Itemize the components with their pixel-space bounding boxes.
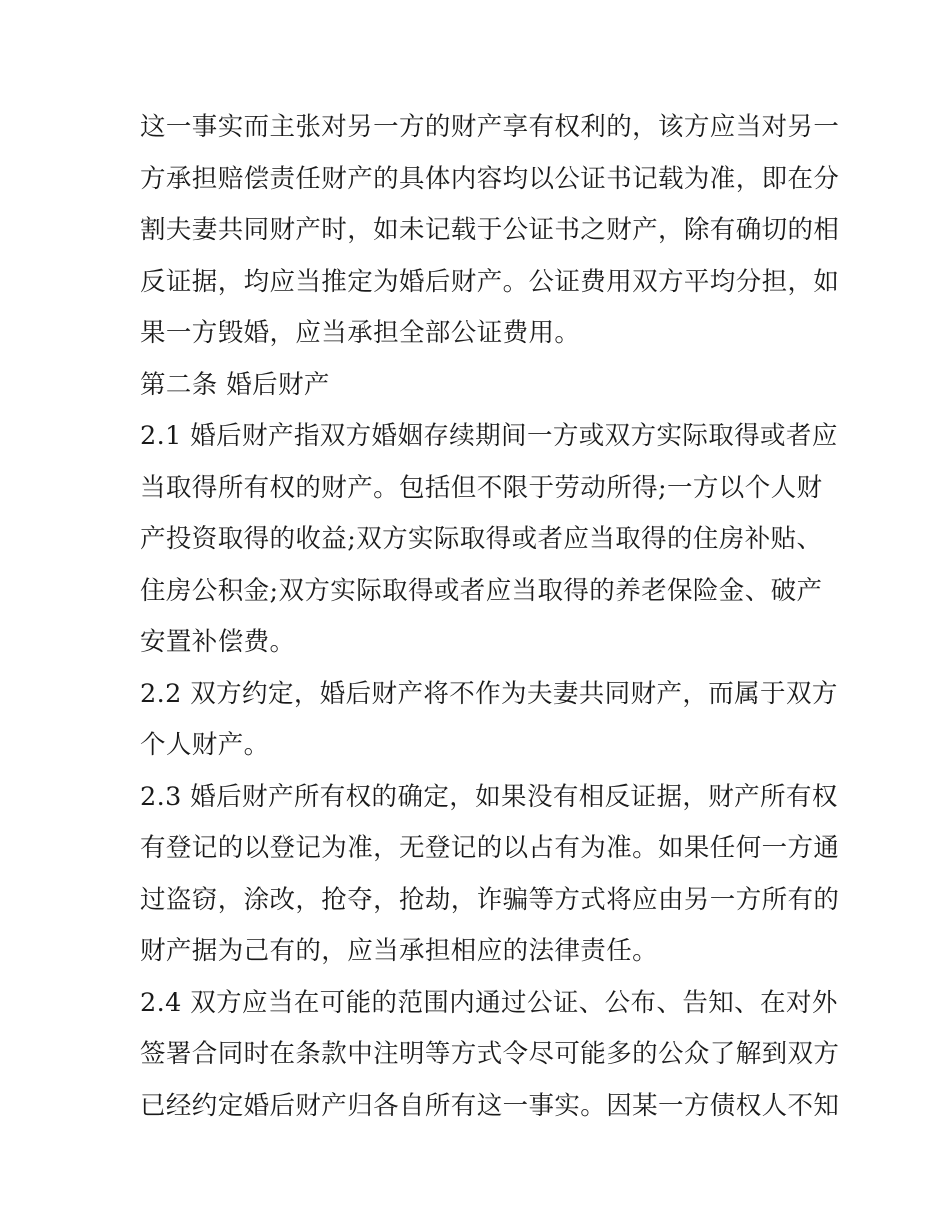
paragraph-line: 2.4 双方应当在可能的范围内通过公证、公布、告知、在对外 (140, 987, 838, 1018)
paragraph-line: 当取得所有权的财产。包括但不限于劳动所得;一方以个人财 (140, 472, 823, 503)
paragraph-line: 2.3 婚后财产所有权的确定，如果没有相反证据，财产所有权 (140, 781, 838, 812)
paragraph-line: 这一事实而主张对另一方的财产享有权利的，该方应当对另一 (140, 112, 840, 142)
paragraph-line: 过盗窃，涂改，抢夺，抢劫，诈骗等方式将应由另一方所有的 (140, 884, 840, 915)
paragraph-line: 签署合同时在条款中注明等方式令尽可能多的公众了解到双方 (140, 1039, 840, 1069)
paragraph-line: 方承担赔偿责任财产的具体内容均以公证书记载为准，即在分 (140, 163, 840, 194)
paragraph-line: 财产据为己有的，应当承担相应的法律责任。 (140, 936, 659, 966)
paragraph-line: 产投资取得的收益;双方实际取得或者应当取得的住房补贴、 (140, 524, 823, 554)
paragraph-line: 个人财产。 (140, 730, 270, 760)
document-body (140, 102, 840, 1132)
paragraph-line: 果一方毁婚，应当承担全部公证费用。 (140, 318, 581, 348)
section-heading: 第二条 婚后财产 (140, 369, 330, 400)
paragraph-line: 反证据，均应当推定为婚后财产。公证费用双方平均分担，如 (140, 266, 840, 297)
paragraph-line: 住房公积金;双方实际取得或者应当取得的养老保险金、破产 (140, 575, 823, 606)
paragraph-line: 割夫妻共同财产时，如未记载于公证书之财产，除有确切的相 (140, 215, 840, 245)
paragraph-line: 有登记的以登记为准，无登记的以占有为准。如果任何一方通 (140, 833, 840, 863)
paragraph-line: 2.2 双方约定，婚后财产将不作为夫妻共同财产，而属于双方 (140, 678, 838, 709)
paragraph-line: 2.1 婚后财产指双方婚姻存续期间一方或双方实际取得或者应 (140, 421, 838, 451)
paragraph-line: 安置补偿费。 (140, 627, 296, 657)
paragraph-line: 已经约定婚后财产归各自所有这一事实。因某一方债权人不知 (140, 1090, 840, 1121)
